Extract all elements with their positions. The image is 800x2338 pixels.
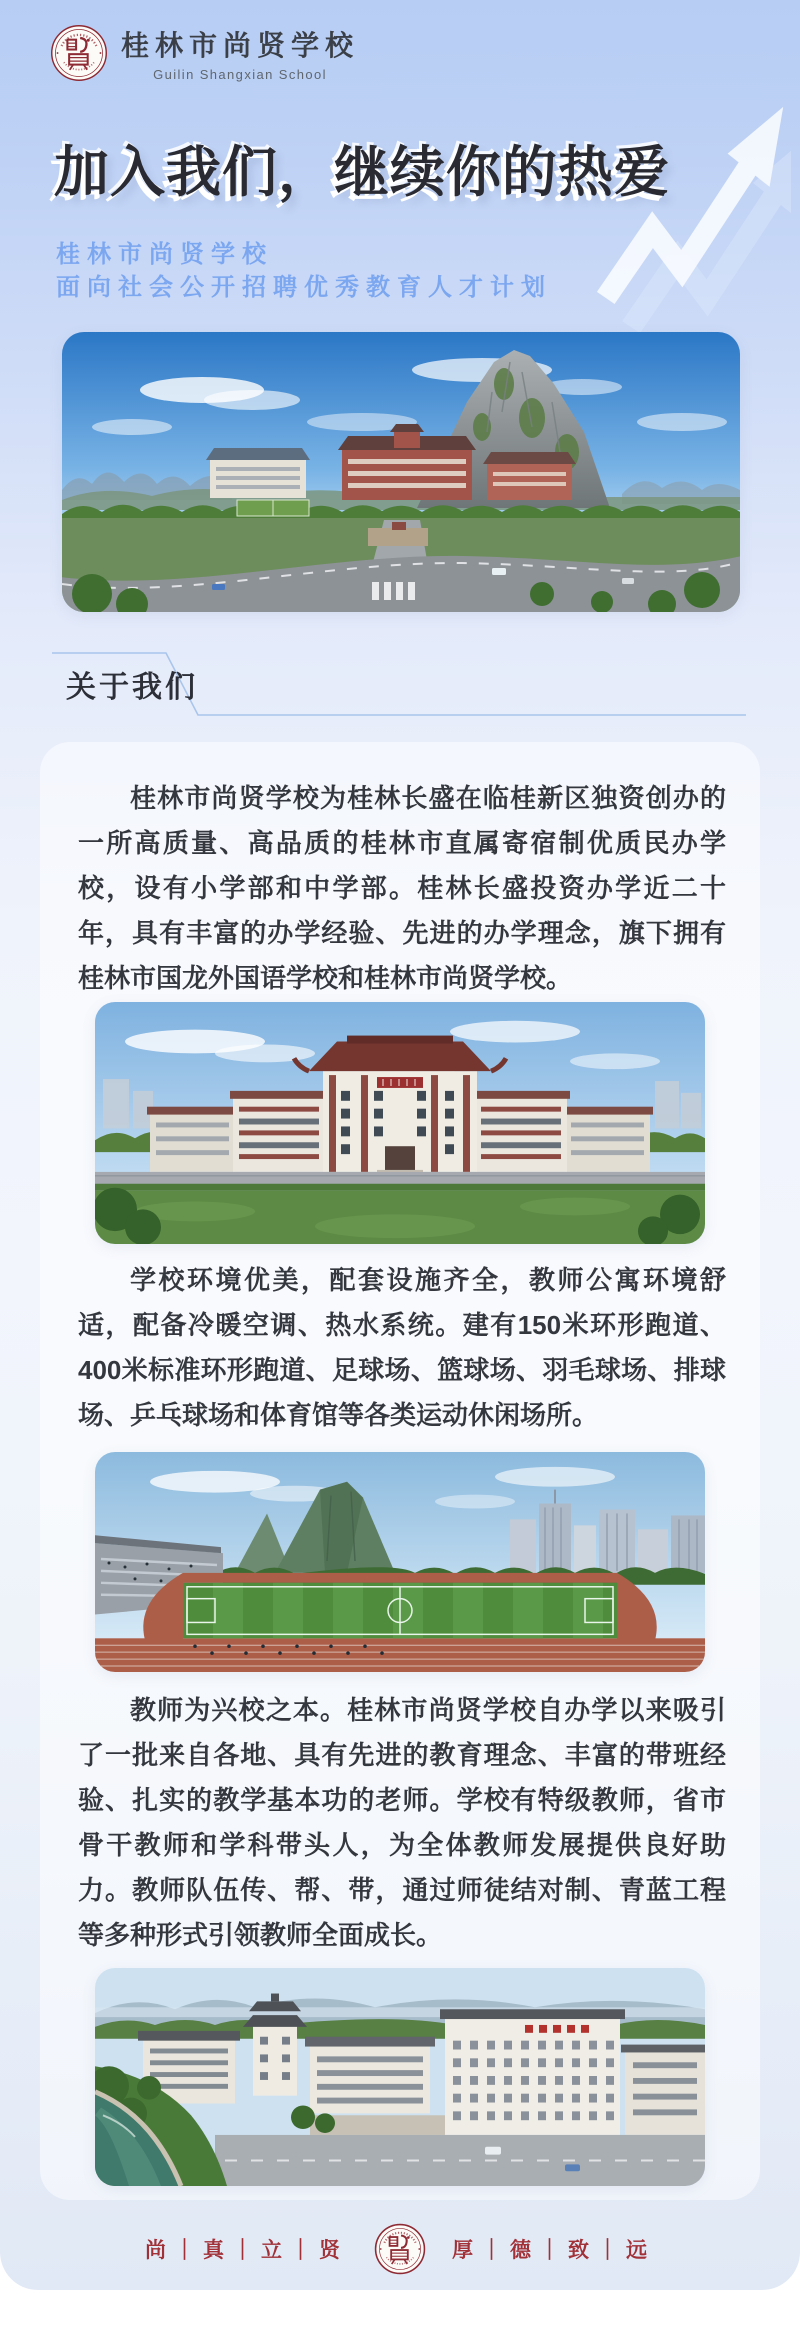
photo-main-teaching-building: [95, 1002, 705, 1244]
photo-sports-field: [95, 1452, 705, 1672]
about-paragraph-1: 桂林市尚贤学校为桂林长盛在临桂新区独资创办的一所高质量、高品质的桂林市直属寄宿制优质民办学校，设有小学部和中学部。桂林长盛投资办学近二十年，具有丰富的办学经验、先进的办学理念，旗下拥有桂林市国龙外国语学校和桂林市尚贤学校。: [78, 783, 726, 993]
about-paragraph-3: 教师为兴校之本。桂林市尚贤学校自办学以来吸引了一批来自各地、具有先进的教育理念、丰富的带班经验、扎实的教学基本功的老师。学校有特级教师，省市骨干教师和学科带头人，为全体教师发展提供良好助力。教师队伍传、帮、带，通过师徒结对制、青蓝工程等多种形式引领教师全面成长。: [78, 1695, 726, 1950]
about-paragraph-2: 学校环境优美，配套设施齐全，教师公寓环境舒适，配备冷暖空调、热水系统。建有150米环形跑道、400米标准环形跑道、足球场、篮球场、羽毛球场、排球场、乒乓球场和体育馆等各类运动休闲场所。: [78, 1265, 726, 1430]
subtitle-line2: 面向社会公开招聘优秀教育人才计划: [56, 274, 552, 301]
section-title: 关于我们: [66, 671, 198, 704]
school-seal-icon: [374, 2223, 426, 2275]
photo-campus-aerial-panorama: [62, 332, 740, 612]
brand-text: [121, 24, 359, 82]
photo-campus-with-canal: [95, 1968, 705, 2186]
school-seal-icon: [50, 24, 108, 82]
subtitle-line1: 桂林市尚贤学校: [56, 241, 273, 268]
subtitle: [56, 238, 552, 304]
brand-header: [50, 24, 359, 82]
motto-left: 尚｜真｜立｜贤: [145, 2238, 348, 2262]
section-header-about: [30, 642, 770, 724]
footer-motto: [0, 2220, 800, 2278]
school-name-en: Guilin Shangxian School: [153, 67, 327, 82]
motto-right: 厚｜德｜致｜远: [452, 2238, 655, 2262]
headline: 加入我们，继续你的热爱: [54, 141, 671, 203]
school-name-zh: 桂林市尚贤学校: [121, 31, 360, 62]
